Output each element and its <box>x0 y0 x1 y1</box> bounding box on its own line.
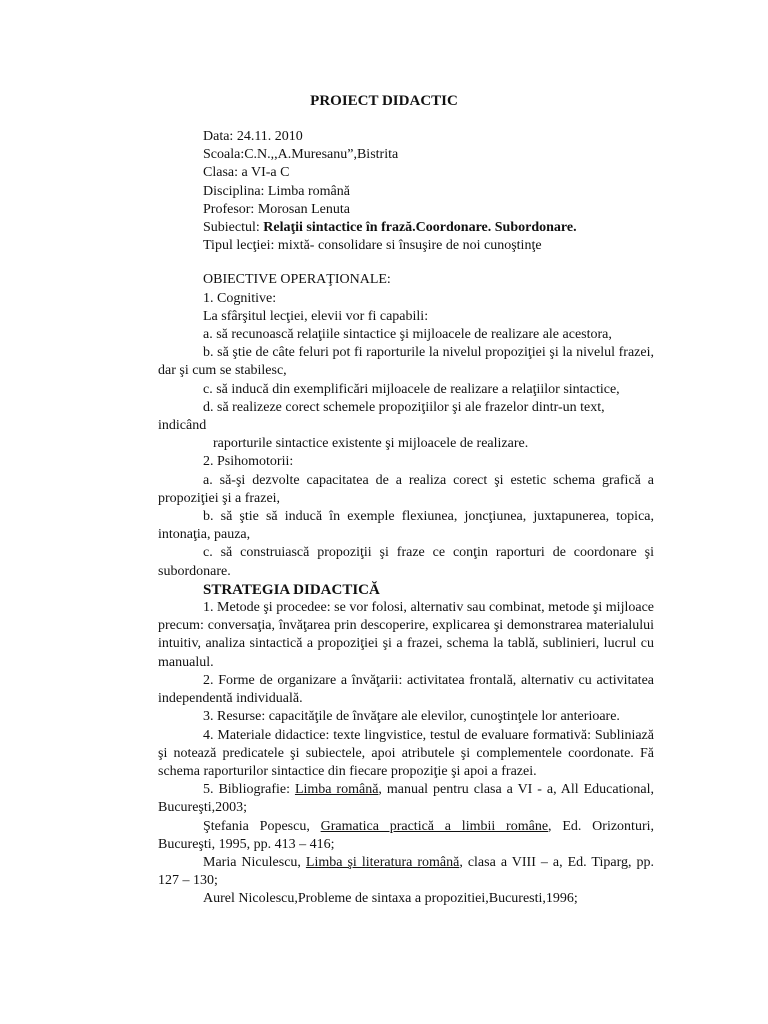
meta-teacher: Profesor: Morosan Lenuta <box>203 201 350 217</box>
strategy-item-2: 2. Forme de organizare a învăţarii: activitatea frontală, alternativ cu activitatea independentă individuală. <box>158 672 654 707</box>
cognitive-heading: 1. Cognitive: <box>203 290 277 306</box>
objectives-intro: La sfârşitul lecţiei, elevii vor fi capabili: <box>203 308 429 324</box>
bibliography-title-1: Limba română <box>294 782 379 798</box>
strategy-item-1: 1. Metode şi procedee: se vor folosi, alternativ sau combinat, metode şi mijloace precum: conversaţia, învăţarea prin descoperire, explicarea şi demonstrarea materialului intuitiv, analiza sintactică a propoziţiei şi a frazei, schema la tablă, sublinieri, lucrul cu manualul. <box>158 600 654 670</box>
bibliography-rest-2: , Ed. Orizonturi, Bucureşti, 1995, pp. 413 – 416; <box>158 818 655 852</box>
objective-d-line3: raporturile sintactice existente şi mijloacele de realizare. <box>213 436 529 452</box>
strategy-item-3: 3. Resurse: capacităţile de învăţare ale elevilor, cunoştinţele lor anterioare. <box>203 709 620 725</box>
meta-lesson-type: Tipul lecţiei: mixtă- consolidare si însuşire de noi cunoştinţe <box>203 238 542 254</box>
objective-pc: c. să construiască propoziţii şi fraze ce conţin raporturi de coordonare şi subordonare. <box>158 545 654 579</box>
bibliography-rest-3: , clasa a VIII – a, Ed. Tiparg, pp. 127 – 130; <box>158 854 654 889</box>
bibliography-author-2: Ştefania Popescu, <box>203 818 321 834</box>
objective-d-line1: d. să realizeze corect schemele propoziţiilor şi ale frazelor dintr-un text, <box>203 399 605 415</box>
objective-pb: b. să ştie să inducă în exemple flexiunea, joncţiunea, juxtapunerea, topica, intonaţia, pauza, <box>158 509 654 543</box>
meta-date: Data: 24.11. 2010 <box>203 129 303 144</box>
bibliography-title-2: Gramatica practică a limbii române <box>320 818 549 834</box>
psychomotor-heading: 2. Psihomotorii: <box>203 454 294 470</box>
bibliography-rest-1: , manual pentru clasa a VI - a, All Educational, Bucureşti,2003; <box>158 782 654 816</box>
document-body <box>158 128 654 909</box>
meta-subject-label: Subiectul: <box>203 220 264 236</box>
strategy-section <box>158 581 654 781</box>
bibliography-title-3: Limba şi literatura română <box>305 854 460 870</box>
bibliography-item-1 <box>158 781 654 817</box>
bibliography-author-3: Maria Niculescu, <box>203 854 306 870</box>
objective-pa: a. să-şi dezvolte capacitatea de a realiza corect şi estetic schema grafică a propoziţiei şi a frazei, <box>158 472 654 506</box>
document-title: PROIECT DIDACTIC <box>310 93 458 109</box>
meta-school: Scoala:C.N.,,A.Muresanu”,Bistrita <box>203 147 399 163</box>
meta-discipline: Disciplina: Limba română <box>203 183 350 199</box>
objective-b: b. să ştie de câte feluri pot fi raporturile la nivelul propoziţiei şi la nivelul frazei, dar şi cum se stabilesc, <box>158 345 654 379</box>
strategy-heading: STRATEGIA DIDACTICĂ <box>203 581 380 598</box>
strategy-item-4: 4. Materiale didactice: texte lingvistice, testul de evaluare formativă: Subliniază şi notează predicatele şi subiectele, apoi atributele şi complementele coordonate. Fă schema raporturilor sintactice din fiecare propoziţie şi apoi a frazei. <box>158 727 654 779</box>
bibliography-section <box>158 781 654 908</box>
bibliography-item-4: Aurel Nicolescu,Probleme de sintaxa a propozitiei,Bucuresti,1996; <box>203 891 578 907</box>
objectives-section <box>158 271 654 580</box>
objective-d-line2: indicând <box>158 418 207 434</box>
bibliography-item-2 <box>158 818 654 854</box>
objectives-heading: OBIECTIVE OPERAŢIONALE: <box>203 272 391 288</box>
meta-subject-value: Relaţii sintactice în frază.Coordonare. Subordonare. <box>263 220 577 236</box>
bibliography-label: 5. Bibliografie: <box>203 782 295 798</box>
meta-subject <box>203 219 654 237</box>
lesson-metadata <box>158 128 654 255</box>
objective-c: c. să inducă din exemplificări mijloacele de realizare a relaţiilor sintactice, <box>203 381 620 397</box>
bibliography-item-3 <box>158 854 654 890</box>
meta-class: Clasa: a VI-a C <box>203 165 290 181</box>
objective-a: a. să recunoască relaţiile sintactice şi mijloacele de realizare ale acestora, <box>203 327 612 343</box>
